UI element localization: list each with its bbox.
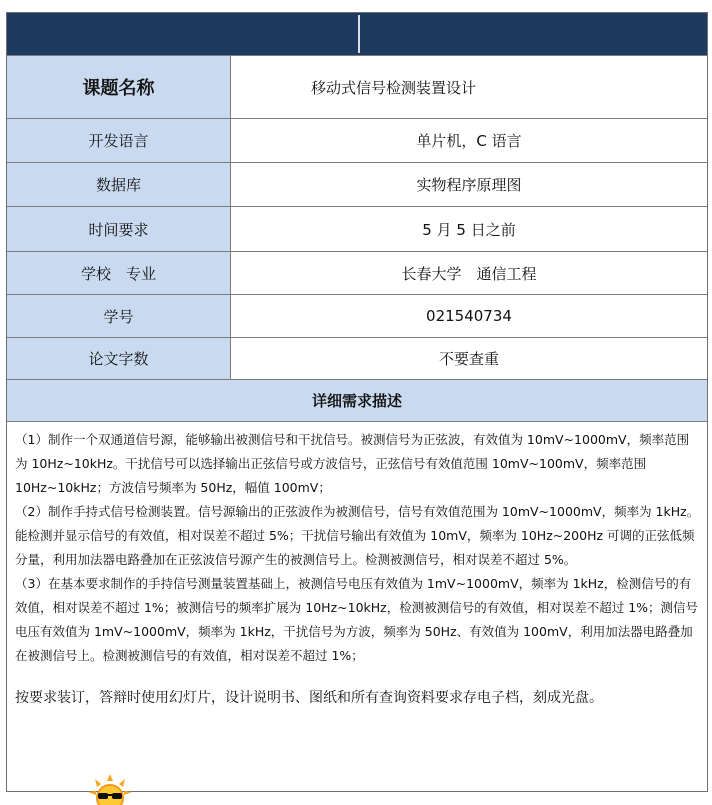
row-word-count — [7, 337, 707, 379]
row-deadline — [7, 206, 707, 251]
requirement-form — [6, 12, 708, 792]
label-language: 开发语言 — [7, 119, 231, 162]
value-database: 实物程序原理图 — [416, 176, 522, 194]
row-language — [7, 118, 707, 162]
requirement-paragraph-2: （2）制作手持式信号检测装置。信号源输出的正弦波作为被测信号，信号有效值范围为 10mV~1000mV，频率为 1kHz。能检测并显示信号的有效值，相对误差不超过 5%；干扰信号输出有效值为 10mV，频率为 10Hz~200Hz 可调的正弦低频分量，利用加法器电路叠加在正弦波信号源产生的被测信号上。检测被测信号，相对误差不超过 5%。 — [15, 504, 700, 567]
value-language: 单片机，C 语言 — [416, 132, 522, 150]
sun-with-sunglasses-icon — [86, 774, 134, 805]
label-topic: 课题名称 — [7, 56, 231, 118]
label-student-id: 学号 — [7, 295, 231, 337]
label-word-count: 论文字数 — [7, 338, 231, 379]
row-database — [7, 162, 707, 206]
value-deadline: 5 月 5 日之前 — [422, 220, 516, 239]
label-database: 数据库 — [7, 163, 231, 206]
value-student-id: 021540734 — [426, 307, 512, 325]
label-deadline: 时间要求 — [7, 207, 231, 251]
row-student-id — [7, 294, 707, 337]
requirement-paragraph-3: （3）在基本要求制作的手持信号测量装置基础上，被测信号电压有效值为 1mV~1000mV，频率为 1kHz，检测信号的有效值，相对误差不超过 1%；被测信号的频率扩展为 10Hz~10kHz，检测被测信号的有效值，相对误差不超过 1%；测信号电压有效值为 1mV~1000mV，频率为 1kHz，干扰信号为方波，频率为 50Hz、有效值为 100mV，利用加法器电路叠加在被测信号上。检测被测信号的有效值，相对误差不超过 1%； — [15, 576, 699, 663]
label-school-major: 学校 专业 — [7, 252, 231, 294]
requirement-paragraph-1: （1）制作一个双通道信号源，能够输出被测信号和干扰信号。被测信号为正弦波，有效值为 10mV~1000mV，频率范围为 10Hz~10kHz。干扰信号可以选择输出正弦信号或方波信号，正弦信号有效值范围 10mV~100mV，频率范围 10Hz~10kHz；方波信号频率为 50Hz，幅值 100mV； — [15, 432, 690, 495]
header-divider — [358, 15, 360, 53]
submission-note: 按要求装订，答辩时使用幻灯片，设计说明书、图纸和所有查询资料要求存电子档，刻成光盘。 — [15, 690, 603, 706]
spacer — [15, 668, 701, 686]
value-topic: 移动式信号检测装置设计 — [311, 78, 477, 97]
row-school-major — [7, 251, 707, 294]
value-word-count: 不要查重 — [438, 350, 499, 368]
row-topic — [7, 55, 707, 118]
detail-description — [7, 421, 707, 791]
header-bar — [7, 13, 707, 55]
detail-heading: 详细需求描述 — [7, 379, 707, 421]
value-school-major: 长春大学 通信工程 — [401, 264, 537, 283]
